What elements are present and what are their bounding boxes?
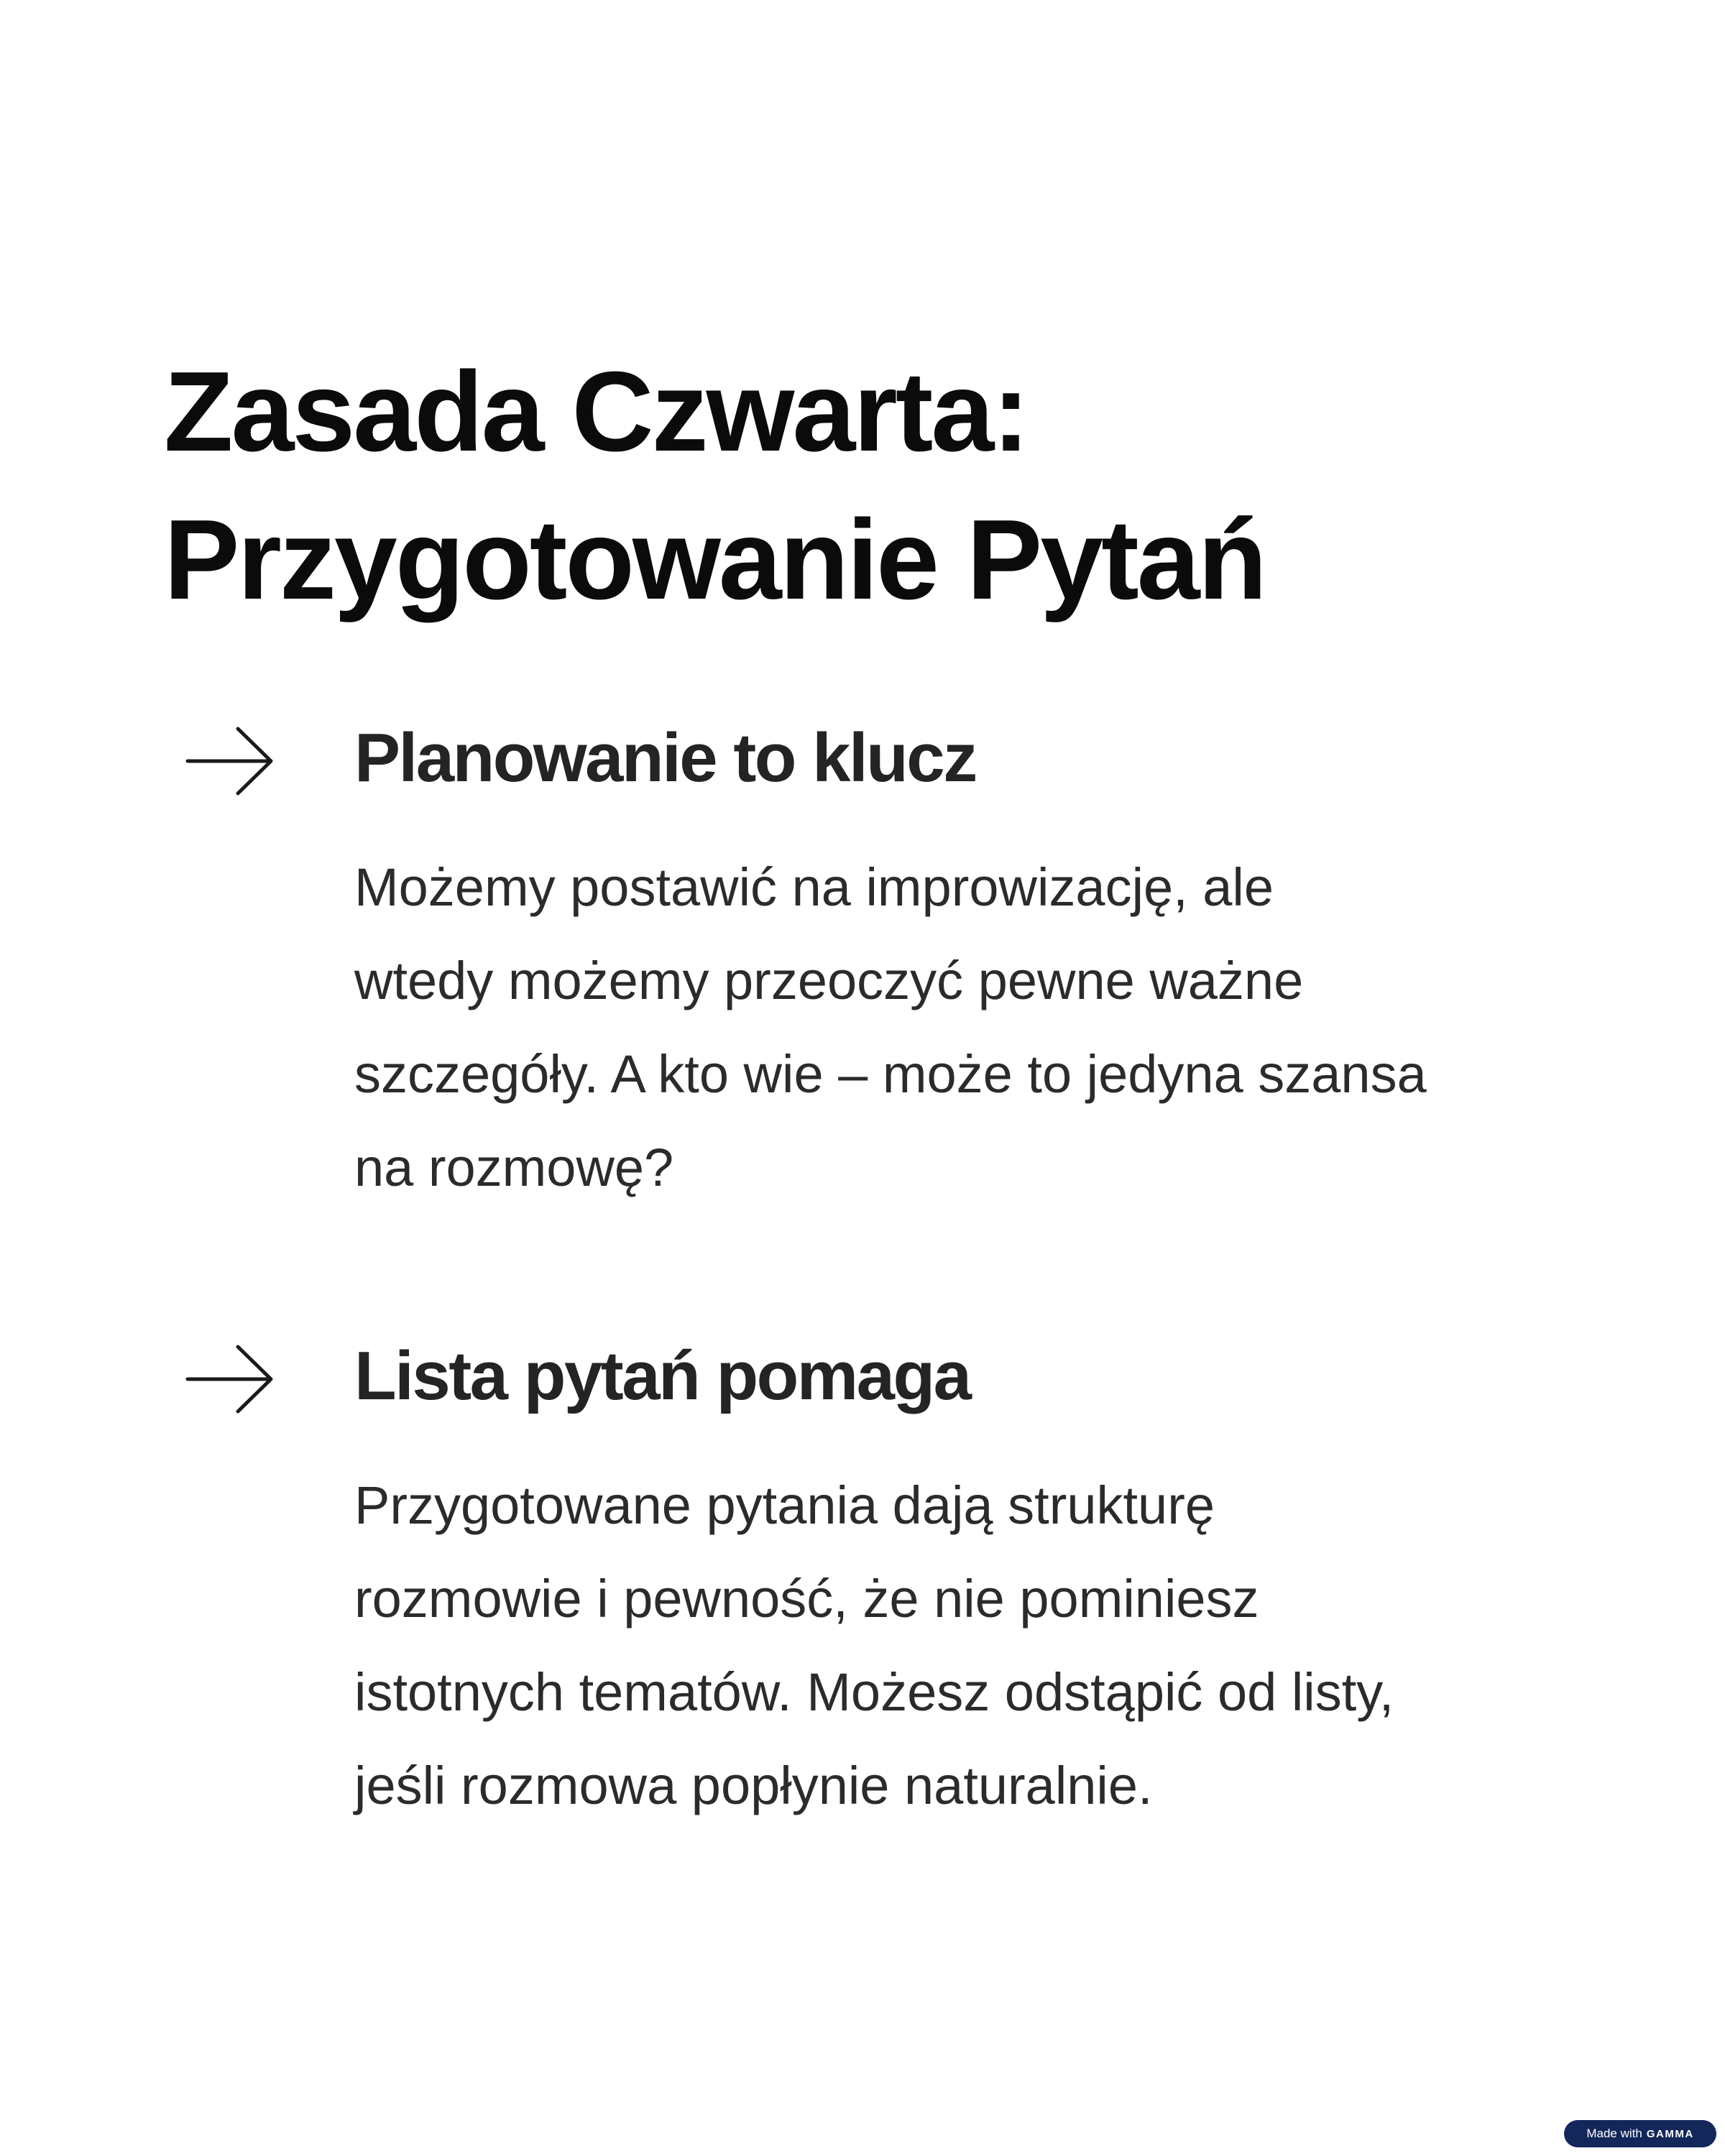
page-title-line-1: Zasada Czwarta: [164,349,1028,475]
page-title-line-2: Przygotowanie Pytań [164,497,1266,623]
item-body-line: wtedy możemy przeoczyć pewne ważne [354,951,1304,1010]
item-body-line: szczegóły. A kto wie – może to jedyna szansa [354,1044,1427,1104]
made-with-gamma-badge[interactable] [1564,2120,1716,2147]
item-body-line: Możemy postawić na improwizację, ale [354,857,1274,917]
item-heading: Planowanie to klucz [354,719,976,796]
gamma-logo: GAMMA [1646,2127,1694,2140]
item-body-line: na rozmowę? [354,1138,674,1197]
item-body-text [354,841,1619,1215]
item-heading: Lista pytań pomaga [354,1337,970,1414]
page-title [164,338,1601,634]
item-body-line: istotnych tematów. Możesz odstąpić od listy, [354,1662,1394,1722]
arrow-right-icon [183,722,278,801]
badge-prefix: Made with [1586,2127,1642,2140]
item-body-text [354,1459,1619,1833]
item-body-line: jeśli rozmowa popłynie naturalnie. [354,1756,1153,1815]
item-body-line: rozmowie i pewność, że nie pominiesz [354,1569,1259,1628]
arrow-right-icon [183,1340,278,1419]
item-body-line: Przygotowane pytania dają strukturę [354,1475,1215,1535]
